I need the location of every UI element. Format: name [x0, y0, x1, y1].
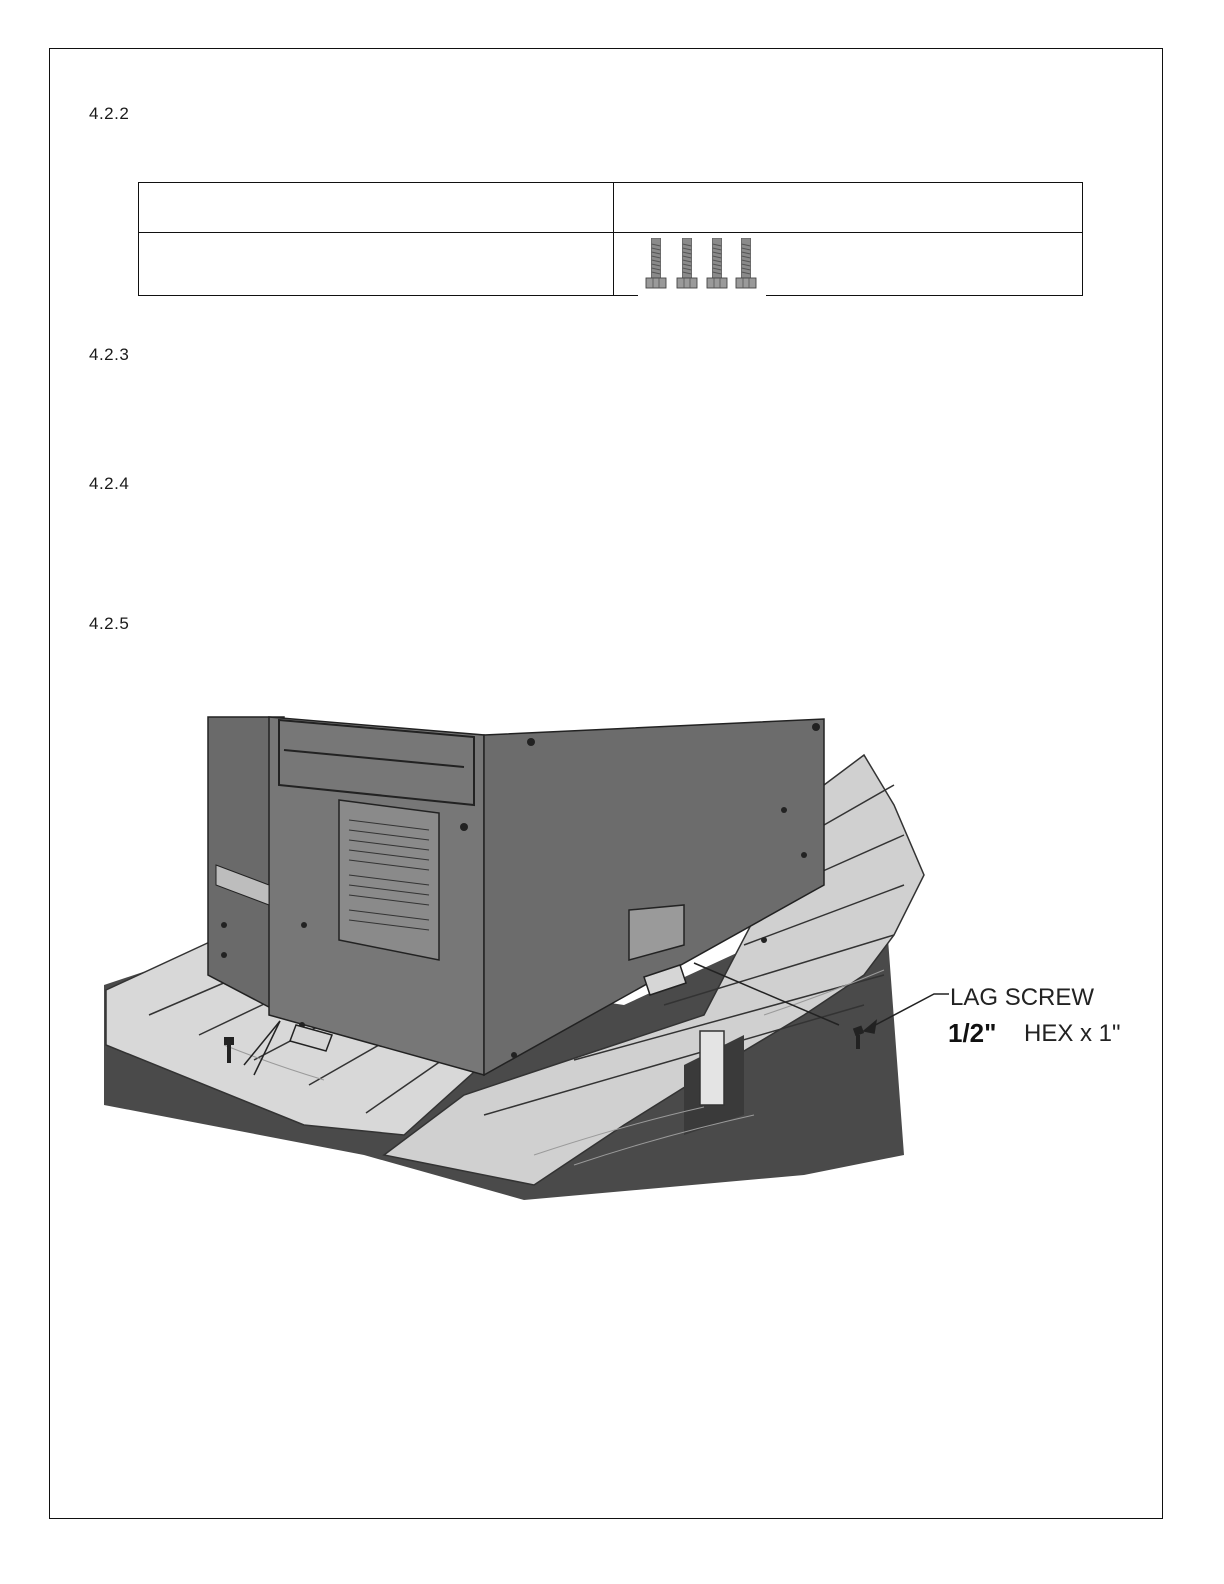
section-number-4-2-2: 4.2.2 [89, 104, 130, 123]
unit-on-pallet-illustration [104, 715, 1134, 1200]
hex-bolt-icon [640, 238, 770, 290]
section-number-4-2-3: 4.2.3 [89, 345, 130, 364]
table-row-divider [139, 232, 1082, 233]
hardware-table [138, 182, 1083, 296]
callout-size: 1/2" [948, 1018, 997, 1048]
callout-spec: HEX x 1" [1024, 1020, 1121, 1047]
table-border-gap [638, 293, 766, 297]
section-number-4-2-4: 4.2.4 [89, 474, 130, 493]
section-number-4-2-5: 4.2.5 [89, 614, 130, 633]
callout-title: LAG SCREW [950, 984, 1095, 1011]
table-column-divider [613, 183, 614, 295]
